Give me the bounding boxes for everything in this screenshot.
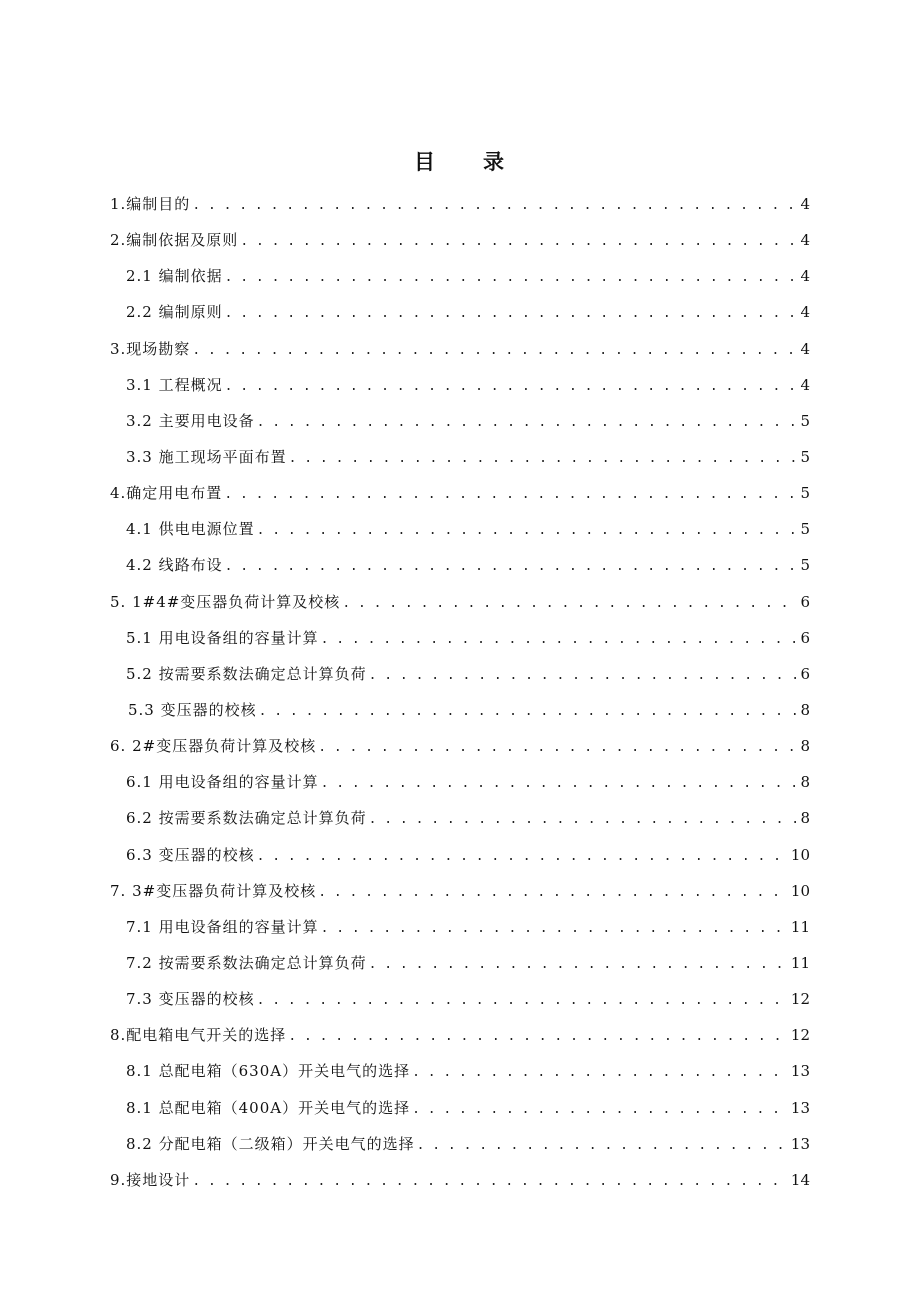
toc-leader-dots <box>257 981 789 1019</box>
toc-leader-dots <box>225 258 798 296</box>
toc-entry-page: 13 <box>790 1098 810 1117</box>
toc-entry[interactable] <box>110 728 810 764</box>
toc-leader-dots <box>225 294 798 332</box>
toc-entry-label: 8.1 总配电箱（630A）开关电气的选择 <box>126 1062 411 1081</box>
toc-entry-page: 6 <box>800 664 810 683</box>
toc-entry-page: 10 <box>790 881 810 900</box>
toc-entry-label: 7. 3#变压器负荷计算及校核 <box>110 881 317 900</box>
toc-entry-page: 8 <box>800 773 810 792</box>
toc-entry[interactable] <box>110 439 810 475</box>
toc-entry[interactable] <box>110 873 810 909</box>
toc-entry-label: 6.1 用电设备组的容量计算 <box>126 773 319 792</box>
toc-leader-dots <box>318 873 789 911</box>
toc-entry[interactable] <box>110 764 810 800</box>
toc-title-left: 目 <box>414 149 437 174</box>
toc-entry-page: 8 <box>800 809 810 828</box>
toc-leader-dots <box>318 728 798 766</box>
toc-list <box>110 186 810 1198</box>
toc-title-right: 录 <box>483 149 506 174</box>
toc-entry-label: 7.2 按需要系数法确定总计算负荷 <box>126 953 367 972</box>
toc-entry-label: 2.编制依据及原则 <box>110 231 239 250</box>
toc-entry-label: 7.3 变压器的校核 <box>126 990 255 1009</box>
toc-leader-dots <box>417 1126 789 1164</box>
toc-entry[interactable] <box>110 1053 810 1089</box>
toc-entry-label: 3.现场勘察 <box>110 339 191 358</box>
toc-entry-page: 14 <box>790 1170 810 1189</box>
toc-leader-dots <box>321 620 798 658</box>
toc-leader-dots <box>342 584 798 622</box>
toc-entry-page: 12 <box>790 990 810 1009</box>
toc-leader-dots <box>412 1053 789 1091</box>
toc-leader-dots <box>224 475 798 513</box>
toc-leader-dots <box>225 547 798 585</box>
toc-leader-dots <box>225 367 798 405</box>
toc-leader-dots <box>369 800 798 838</box>
toc-leader-dots <box>257 837 789 875</box>
toc-entry-page: 13 <box>790 1062 810 1081</box>
toc-entry[interactable] <box>110 547 810 583</box>
toc-leader-dots <box>192 1162 789 1200</box>
toc-entry[interactable] <box>110 800 810 836</box>
toc-entry[interactable] <box>110 511 810 547</box>
toc-entry-page: 5 <box>800 556 810 575</box>
toc-entry-page: 4 <box>800 339 810 358</box>
toc-entry[interactable] <box>110 258 810 294</box>
toc-entry-page: 13 <box>790 1134 810 1153</box>
toc-entry-label: 5.2 按需要系数法确定总计算负荷 <box>126 664 367 683</box>
toc-entry[interactable] <box>110 475 810 511</box>
toc-entry-label: 6.2 按需要系数法确定总计算负荷 <box>126 809 367 828</box>
toc-entry[interactable] <box>110 331 810 367</box>
toc-leader-dots <box>192 331 798 369</box>
toc-entry-page: 6 <box>800 628 810 647</box>
toc-entry-page: 11 <box>790 917 810 936</box>
toc-entry-label: 3.1 工程概况 <box>126 375 223 394</box>
toc-entry-page: 10 <box>790 845 810 864</box>
toc-entry[interactable] <box>110 909 810 945</box>
toc-entry-page: 4 <box>800 375 810 394</box>
toc-entry-label: 8.1 总配电箱（400A）开关电气的选择 <box>126 1098 411 1117</box>
toc-entry-label: 4.1 供电电源位置 <box>126 520 255 539</box>
toc-entry-page: 5 <box>800 520 810 539</box>
toc-entry-page: 4 <box>800 231 810 250</box>
toc-entry-label: 9.接地设计 <box>110 1170 191 1189</box>
toc-entry-page: 5 <box>800 447 810 466</box>
toc-entry[interactable] <box>110 837 810 873</box>
toc-entry-label: 5.1 用电设备组的容量计算 <box>126 628 319 647</box>
toc-entry-label: 4.确定用电布置 <box>110 484 223 503</box>
toc-title <box>0 146 920 176</box>
toc-entry-label: 2.1 编制依据 <box>126 267 223 286</box>
toc-entry[interactable] <box>110 367 810 403</box>
toc-leader-dots <box>321 764 798 802</box>
toc-entry-page: 12 <box>790 1026 810 1045</box>
toc-leader-dots <box>412 1090 789 1128</box>
toc-entry-page: 4 <box>800 267 810 286</box>
toc-leader-dots <box>288 1017 789 1055</box>
toc-leader-dots <box>257 403 798 441</box>
toc-entry-label: 6.3 变压器的校核 <box>126 845 255 864</box>
toc-entry[interactable] <box>110 584 810 620</box>
toc-leader-dots <box>369 656 798 694</box>
toc-leader-dots <box>259 692 798 730</box>
toc-entry[interactable] <box>110 692 810 728</box>
toc-leader-dots <box>321 909 789 947</box>
toc-entry-page: 4 <box>800 303 810 322</box>
toc-leader-dots <box>240 222 798 260</box>
toc-leader-dots <box>257 511 798 549</box>
toc-entry[interactable] <box>110 620 810 656</box>
toc-entry-label: 3.2 主要用电设备 <box>126 411 255 430</box>
toc-leader-dots <box>369 945 789 983</box>
toc-entry[interactable] <box>110 1017 810 1053</box>
toc-entry[interactable] <box>110 222 810 258</box>
toc-entry-label: 7.1 用电设备组的容量计算 <box>126 917 319 936</box>
toc-entry-page: 6 <box>800 592 810 611</box>
toc-entry[interactable] <box>110 403 810 439</box>
toc-entry-label: 3.3 施工现场平面布置 <box>126 447 287 466</box>
toc-entry-page: 8 <box>800 700 810 719</box>
toc-leader-dots <box>192 186 798 224</box>
toc-entry-page: 5 <box>800 484 810 503</box>
toc-entry-page: 5 <box>800 411 810 430</box>
toc-entry-label: 8.配电箱电气开关的选择 <box>110 1026 287 1045</box>
toc-entry[interactable] <box>110 1162 810 1198</box>
toc-entry[interactable] <box>110 981 810 1017</box>
toc-entry[interactable] <box>110 294 810 330</box>
toc-entry-label: 6. 2#变压器负荷计算及校核 <box>110 737 317 756</box>
toc-entry-label: 5.3 变压器的校核 <box>128 700 257 719</box>
toc-leader-dots <box>289 439 798 477</box>
toc-entry-label: 4.2 线路布设 <box>126 556 223 575</box>
toc-entry-label: 5. 1#4#变压器负荷计算及校核 <box>110 592 341 611</box>
toc-entry-page: 4 <box>800 195 810 213</box>
toc-entry-label: 8.2 分配电箱（二级箱）开关电气的选择 <box>126 1134 415 1153</box>
toc-entry-label: 2.2 编制原则 <box>126 303 223 322</box>
toc-entry[interactable] <box>110 1090 810 1126</box>
toc-entry[interactable] <box>110 656 810 692</box>
toc-entry[interactable] <box>110 945 810 981</box>
toc-entry-page: 8 <box>800 737 810 756</box>
toc-entry[interactable] <box>110 1126 810 1162</box>
toc-entry-page: 11 <box>790 953 810 972</box>
toc-entry[interactable] <box>110 186 810 222</box>
toc-entry-label: 1.编制目的 <box>110 195 191 213</box>
